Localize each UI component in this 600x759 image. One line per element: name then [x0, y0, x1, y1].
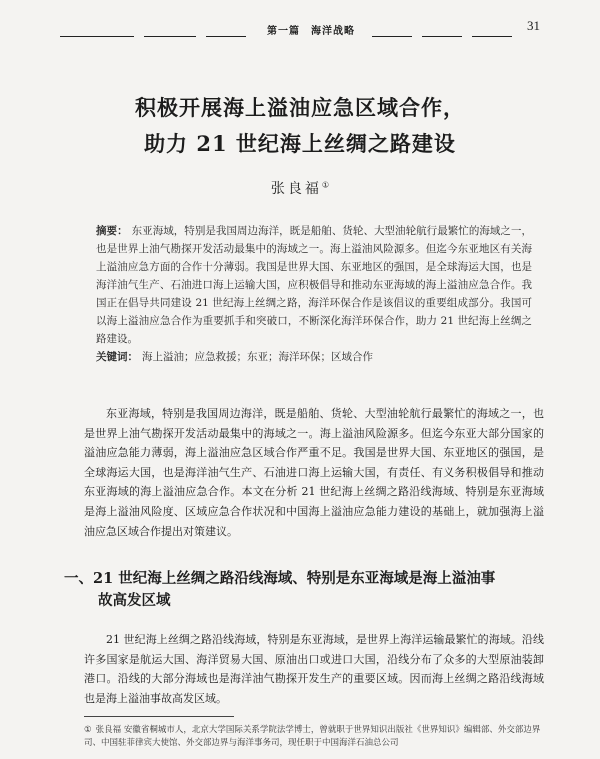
footnote-divider	[84, 716, 234, 717]
section-heading-1	[64, 568, 544, 612]
abstract-label: 摘要：	[96, 225, 128, 237]
title-line-1: 积极开展海上溢油应急区域合作，	[135, 95, 465, 120]
header-rule	[206, 36, 246, 37]
abstract-text: 东亚海域，特别是我国周边海洋，既是船舶、货轮、大型油轮航行最繁忙的海域之一，也是世界上油气勘探开发活动最集中的海域之一。海上溢油风险源多。但迄今东亚地区有关海上溢油应急方面的合作十分薄弱。我国是世界大国、东亚地区的强国，是全球海运大国，也是海洋油气生产、石油进口海上运输大国，应积极倡导和推动东亚海域的海上溢油应急合作。我国正在倡导共同建设 21 世纪海上丝绸之路，海洋环保合作是该倡议的重要组成部分。我国可以海上溢油应急合作为重要抓手和突破口，不断深化海洋环保合作，助力 21 世纪海上丝绸之路建设。	[96, 225, 533, 345]
header-rule	[472, 36, 512, 37]
title-line-2: 助力 21 世纪海上丝绸之路建设	[144, 131, 456, 156]
section-heading-line-2: 故高发区域	[98, 592, 171, 609]
keywords	[96, 348, 532, 366]
abstract	[96, 222, 532, 366]
body-paragraph-1	[84, 404, 544, 541]
author-footnote-mark[interactable]: ①	[321, 180, 330, 190]
header-rule	[372, 36, 412, 37]
keywords-text: 海上溢油；应急救援；东亚；海洋环保；区域合作	[142, 351, 373, 363]
author-byline	[0, 178, 600, 198]
header-rule	[60, 36, 134, 37]
header-rule	[422, 36, 462, 37]
running-head: 第一篇 海洋战略	[267, 26, 355, 37]
body-paragraph-2	[84, 630, 544, 708]
footnote-mark: ①	[84, 725, 92, 735]
section-heading-line-1: 一、21 世纪海上丝绸之路沿线海域、特别是东亚海域是海上溢油事	[64, 570, 496, 587]
header-rule	[144, 36, 196, 37]
keywords-label: 关键词：	[96, 351, 138, 363]
article-title	[40, 90, 560, 162]
page-number: 31	[527, 18, 540, 33]
footnote-text: 张良福 安徽省桐城市人，北京大学国际关系学院法学博士，曾就职于世界知识出版社《世界知识》编辑部、外交部边界司、中国驻菲律宾大使馆、外交部边界与海洋事务司，现任职于中国海洋石油总公司	[84, 725, 541, 748]
paragraph-text: 东亚海域，特别是我国周边海洋，既是船舶、货轮、大型油轮航行最繁忙的海域之一，也是世界上油气勘探开发活动最集中的海域之一。海上溢油风险源多。但迄今东亚大部分国家的溢油应急能力薄弱，海上溢油应急区域合作严重不足。我国是世界大国、东亚地区的强国，是全球海运大国，也是海洋油气生产、石油进口海上运输大国，有责任、有义务积极倡导和推动东亚海域的海上溢油应急合作。本文在分析 21 世纪海上丝绸之路沿线海域、特别是东亚海域是海上溢油风险度、区域应急合作状况和中国海上溢油应急能力建设的基础上，就加强海上溢油应急区域合作提出对策建议。	[84, 407, 544, 538]
footnote	[84, 724, 544, 750]
paragraph-text: 21 世纪海上丝绸之路沿线海域，特别是东亚海域，是世界上海洋运输最繁忙的海域。沿线许多国家是航运大国、海洋贸易大国、原油出口或进口大国，沿线分布了众多的大型原油装卸港口。沿线的大部分海域也是海洋油气勘探开发生产的重要区域。因而海上丝绸之路沿线海域也是海上溢油事故高发区域。	[84, 633, 544, 705]
author-name: 张良福	[270, 181, 322, 197]
page-header	[60, 14, 540, 40]
abstract-body	[96, 222, 532, 348]
